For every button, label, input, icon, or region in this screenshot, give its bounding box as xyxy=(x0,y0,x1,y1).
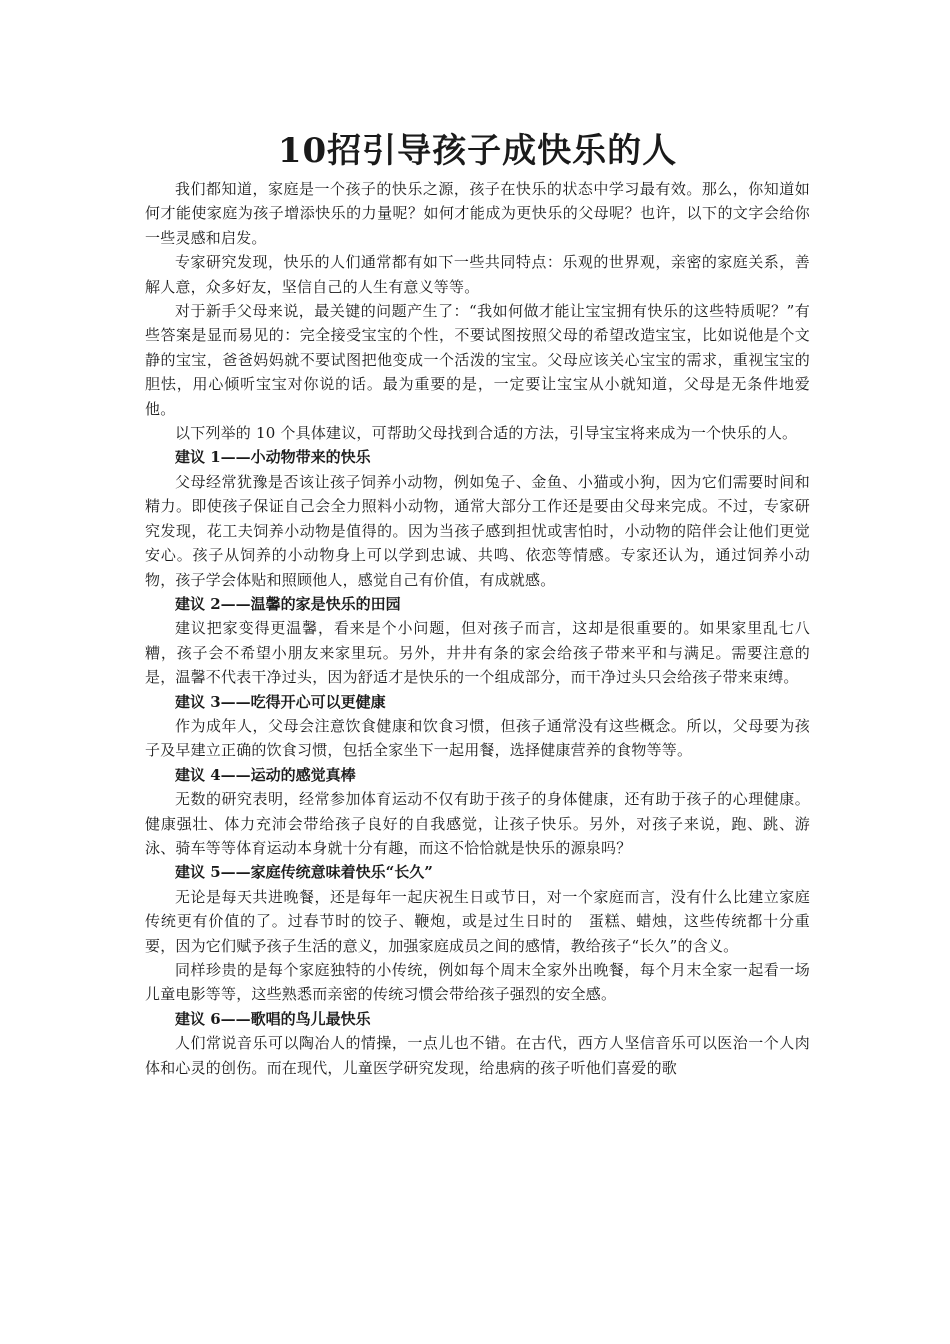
paragraph-traits: 专家研究发现，快乐的人们通常都有如下一些共同特点：乐观的世界观，亲密的家庭关系，善解人意，众多好友，坚信自己的人生有意义等等。 xyxy=(145,253,810,296)
section-heading-tip-5: 建议 5——家庭传统意味着快乐“长久” xyxy=(175,863,433,882)
paragraph-ten-tips: 以下列举的 10 个具体建议，可帮助父母找到合适的方法，引导宝宝将来成为一个快乐的人。 xyxy=(175,424,798,443)
paragraph-new-parents: 对于新手父母来说，最关键的问题产生了：“我如何做才能让宝宝拥有快乐的这些特质呢？”有些答案是显而易见的：完全接受宝宝的个性，不要试图按照父母的希望改造宝宝，比如说他是个文静的宝宝，爸爸妈妈就不要试图把他变成一个活泼的宝宝。父母应该关心宝宝的需求，重视宝宝的胆怯，用心倾听宝宝对你说的话。最为重要的是，一定要让宝宝从小就知道，父母是无条件地爱他。 xyxy=(145,302,810,418)
section-heading-tip-2: 建议 2——温馨的家是快乐的田园 xyxy=(175,594,401,613)
document-page xyxy=(145,126,810,1080)
paragraph-tip-6: 人们常说音乐可以陶冶人的情操，一点儿也不错。在古代，西方人坚信音乐可以医治一个人肉体和心灵的创伤。而在现代，儿童医学研究发现，给患病的孩子听他们喜爱的歌 xyxy=(145,1034,810,1077)
document-title: 10招引导孩子成快乐的人 xyxy=(277,131,678,171)
paragraph-tip-3: 作为成年人，父母会注意饮食健康和饮食习惯，但孩子通常没有这些概念。所以，父母要为孩子及早建立正确的饮食习惯，包括全家坐下一起用餐，选择健康营养的食物等等。 xyxy=(145,716,810,760)
paragraph-tip-1: 父母经常犹豫是否该让孩子饲养小动物，例如兔子、金鱼、小猫或小狗，因为它们需要时间和精力。即使孩子保证自己会全力照料小动物，通常大部分工作还是要由父母来完成。不过，专家研究发现，花工夫饲养小动物是值得的。因为当孩子感到担忧或害怕时，小动物的陪伴会让他们更觉安心。孩子从饲养的小动物身上可以学到忠诚、共鸣、依恋等情感。专家还认为，通过饲养小动物，孩子学会体贴和照顾他人，感觉自己有价值，有成就感。 xyxy=(145,472,810,589)
paragraph-tip-4: 无数的研究表明，经常参加体育运动不仅有助于孩子的身体健康，还有助于孩子的心理健康。健康强壮、体力充沛会带给孩子良好的自我感觉，让孩子快乐。另外，对孩子来说，跑、跳、游泳、骑车等等体育运动本身就十分有趣，而这不恰恰就是快乐的源泉吗？ xyxy=(145,790,810,857)
paragraph-tip-2: 建议把家变得更温馨，看来是个小问题，但对孩子而言，这却是很重要的。如果家里乱七八糟，孩子会不希望小朋友来家里玩。另外，井井有条的家会给孩子带来平和与满足。需要注意的是，温馨不代表干净过头，因为舒适才是快乐的一个组成部分，而干净过头只会给孩子带来束缚。 xyxy=(145,619,810,687)
section-heading-tip-4: 建议 4——运动的感觉真棒 xyxy=(175,765,356,784)
paragraph-tip-5a: 无论是每天共进晚餐，还是每年一起庆祝生日或节日，对一个家庭而言，没有什么比建立家庭传统更有价值的了。过春节时的饺子、鞭炮，或是过生日时的 蛋糕、蜡烛，这些传统都十分重要，因为它们赋予孩子生活的意义，加强家庭成员之间的感情，教给孩子“长久”的含义。 xyxy=(145,887,810,955)
section-heading-tip-6: 建议 6——歌唱的鸟儿最快乐 xyxy=(175,1009,371,1028)
paragraph-tip-5b: 同样珍贵的是每个家庭独特的小传统，例如每个周末全家外出晚餐，每个月末全家一起看一场儿童电影等等，这些熟悉而亲密的传统习惯会带给孩子强烈的安全感。 xyxy=(145,961,810,1004)
section-heading-tip-1: 建议 1——小动物带来的快乐 xyxy=(175,448,371,467)
paragraph-intro: 我们都知道，家庭是一个孩子的快乐之源，孩子在快乐的状态中学习最有效。那么，你知道如何才能使家庭为孩子增添快乐的力量呢？如何才能成为更快乐的父母呢？也许，以下的文字会给你一些灵感和启发。 xyxy=(145,180,810,247)
section-heading-tip-3: 建议 3——吃得开心可以更健康 xyxy=(175,692,386,711)
